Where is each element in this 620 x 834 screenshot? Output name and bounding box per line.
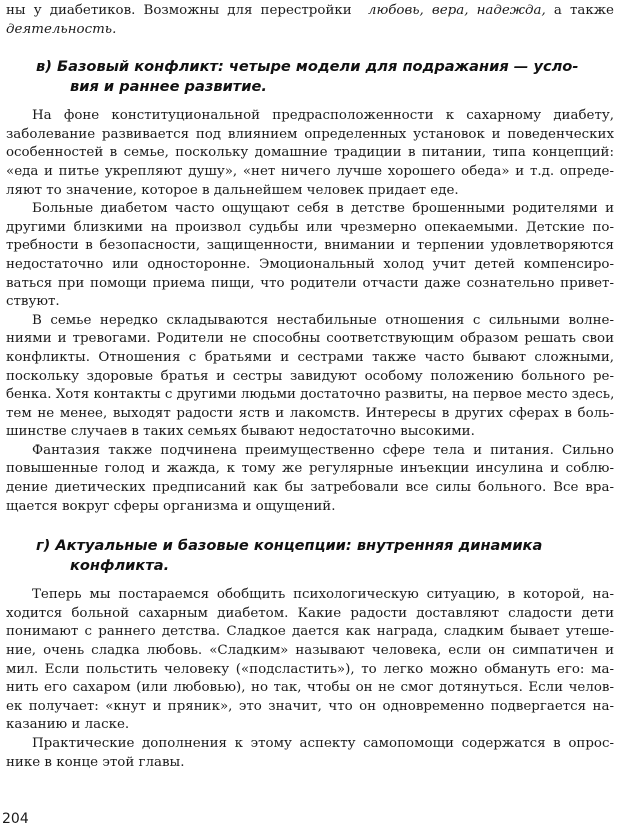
paragraph [0,586,620,735]
section-g-body [0,586,620,772]
text-line: ек получает: «кнут и пряник», это значит, что он одновременно подвергается на- [6,698,614,714]
text-line: Теперь мы постараемся обобщить психологическую ситуацию, в которой, на- [32,587,614,603]
text-line: щается вокруг сферы организма и ощущений. [6,498,336,514]
text-line [6,21,614,40]
section-heading-v [0,57,620,97]
text-line: казанию и ласке. [6,717,130,733]
text-line: Фантазия также подчинена преимущественно сфере тела и питания. Сильно [32,442,614,458]
text-line: «еда и питье укрепляют душу», «нет ничего лучше хорошего обеда» и т.д. опреде- [6,163,614,179]
paragraph [0,312,620,442]
text-line: поскольку здоровые братья и сестры завидуют особому положению больного ре- [6,368,614,384]
text-line: конфликты. Отношения с братьями и сестрами также часто бывают сложными, [6,349,614,365]
text-line: заболевание развивается под влиянием определенных установок и поведенческих [6,126,614,142]
text-line [6,2,614,21]
intro-paragraph [0,2,620,39]
paragraph [0,735,620,772]
italic-phrase: любовь, вера, надежда, [367,3,546,18]
text-line: нике в конце этой главы. [6,754,185,770]
text-line: Практические дополнения к этому аспекту самопомощи содержатся в опрос- [32,736,614,751]
section-heading-g [0,536,620,576]
text-line: тем не менее, выходят радости яств и лакомств. Интересы в других сферах в боль- [6,405,614,421]
text-line: дение диетических предписаний как бы затребовали все силы больного. Все вра- [6,480,614,496]
text-line: недостаточно или односторонне. Эмоциональный холод учит детей компенсиро- [6,256,614,272]
heading-line: г) Актуальные и базовые концепции: внутренняя динамика [36,537,543,555]
text-line: другими близкими на произвол судьбы или чрезмерно опекаемыми. Детские по- [6,219,614,235]
text-fragment: а также [553,3,614,18]
text-line: ниями и тревогами. Родители не способны соответствующим образом решать свои [6,331,614,347]
text-line: понимают с раннего детства. Сладкое дается как награда, сладким бывает утеше- [6,624,614,640]
text-line: мил. Если польстить человеку («подсластить»), то легко можно обмануть его: ма- [6,661,614,677]
text-line: шинстве случаев в таких семьях бывают недостаточно высокими. [6,424,475,440]
page-number: 204 [2,811,29,827]
text-line: ляют то значение, которое в дальнейшем человек придает еде. [6,182,459,198]
paragraph [0,442,620,516]
text-line: Больные диабетом часто ощущают себя в детстве брошенными родителями и [32,201,614,217]
text-line: особенностей в семье, поскольку домашние традиции в питании, типа концепций: [6,145,614,161]
text-fragment: ны у диабетиков. Возможны для перестройки [6,3,352,18]
italic-phrase: деятельность. [6,21,117,37]
text-line: ние, очень сладка любовь. «Сладким» называют человека, если он симпатичен и [6,643,614,659]
text-line: нить его сахаром (или любовью), но так, чтобы он не смог дотянуться. Если челов- [6,680,614,696]
text-line: повышенные голод и жажда, к тому же регулярные инъекции инсулина и соблю- [6,461,614,477]
heading-line: конфликта. [70,557,170,575]
heading-line: в) Базовый конфликт: четыре модели для подражания — усло- [36,58,579,76]
text-line: ствуют. [6,294,60,310]
section-v-body [0,107,620,516]
text-line: ваться при помощи приема пищи, что родители отчасти даже сознательно привет- [6,275,614,291]
text-line: бенка. Хотя контакты с другими людьми достаточно развиты, на первое место здесь, [6,387,615,403]
paragraph [0,107,620,200]
text-line: В семье нередко складываются нестабильные отношения с сильными волне- [32,312,614,328]
text-line: На фоне конституциональной предрасположенности к сахарному диабету, [32,108,614,124]
text-line: ходится больной сахарным диабетом. Какие радости доставляют сладости дети [6,605,614,621]
heading-line: вия и раннее развитие. [70,78,267,96]
text-line: требности в безопасности, защищенности, внимании и терпении удовлетворяются [6,238,614,254]
paragraph [0,200,620,312]
